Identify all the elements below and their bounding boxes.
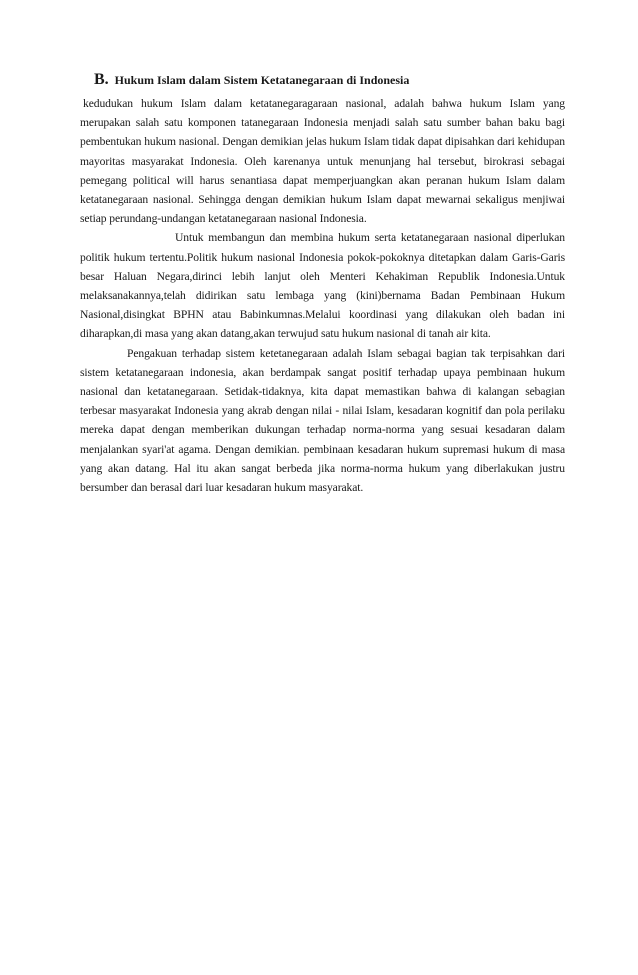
paragraph-1: kedudukan hukum Islam dalam ketatanegaragaraan nasional, adalah bahwa hukum Islam yang merupakan salah satu komponen tatanegaraan Indonesia menjadi salah satu sumber bahan baku bagi pembentukan hukum nasional. Dengan demikian jelas hukum Islam tidak dapat dipisahkan dari kehidupan mayoritas masyarakat Indonesia. Oleh karenanya untuk menunjang hal tersebut, birokrasi sebagai pemegang political will harus senantiasa dapat memperjuangkan akan peranan hukum Islam dalam ketatanegaraan nasional. Sehingga dengan demikian hukum Islam dapat mewarnai sekaligus menjiwai setiap perundang-undangan ketatanegaraan nasional Indonesia. (80, 97, 565, 226)
section-heading (94, 70, 409, 90)
body-text (80, 94, 565, 497)
paragraph-2: Untuk membangun dan membina hukum serta ketatanegaraan nasional diperlukan politik hukum tertentu.Politik hukum nasional Indonesia pokok-pokoknya ditetapkan dalam Garis-Garis besar Haluan Negara,dirinci lebih lanjut oleh Menteri Kehakiman Republik Indonesia.Untuk melaksanakannya,telah didirikan satu lembaga yang (kini)bernama Badan Pembinaan Hukum Nasional,disingkat BPHN atau Babinkumnas.Melalui koordinasi yang dilakukan oleh badan ini diharapkan,di masa yang akan datang,akan terwujud satu hukum nasional di tanah air kita. (80, 231, 565, 341)
section-letter: B. (94, 71, 109, 88)
section-title: Hukum Islam dalam Sistem Ketatanegaraan di Indonesia (114, 73, 410, 87)
paragraph-3: Pengakuan terhadap sistem ketetanegaraan adalah Islam sebagai bagian tak terpisahkan dari sistem ketatanegaraan indonesia, akan berdampak sangat positif terhadap upaya pembinaan hukum nasional dan ketatanegaraan. Setidak-tidaknya, kita dapat memastikan bahwa di kalangan sebagian terbesar masyarakat Indonesia yang akrab dengan nilai - nilai Islam, kesadaran kognitif dan pola perilaku mereka dapat dengan memberikan dukungan terhadap norma-norma yang sesuai kesadaran dalam menjalankan syari'at agama. Dengan demikian. pembinaan kesadaran hukum supremasi hukum di masa yang akan datang. Hal itu akan sangat berbeda jika norma-norma hukum yang diberlakukan justru bersumber dan berasal dari luar kesadaran hukum masyarakat. (80, 346, 565, 495)
